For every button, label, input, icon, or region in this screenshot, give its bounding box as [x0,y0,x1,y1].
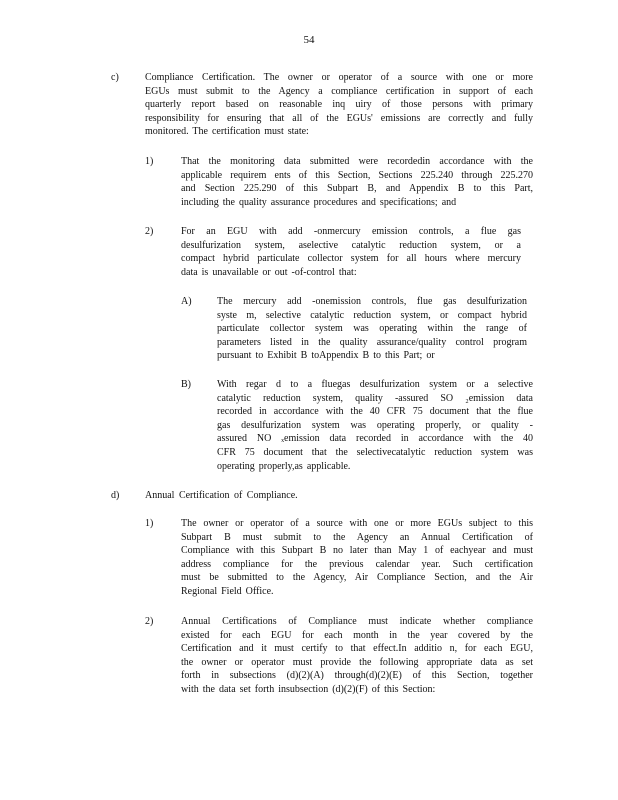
paragraph-line: with the data set forth insubsection (d)(2)(F) of this Section: [181,683,436,695]
paragraph-line: particulate collector system was operating within the range of [217,323,527,335]
subitem-B-marker: B) [181,379,191,390]
paragraph-line: must be submitted to the Agency, Air Compliance Section, and the Air [181,572,533,584]
paragraph-line: For an EGU with add -onmercury emission controls, a flue gas [181,226,521,237]
paragraph-line: applicable requirem ents of this Section, Sections 225.240 through 225.270 [181,169,533,181]
paragraph-line: That the monitoring data submitted were recordedin accordance with the [181,156,533,167]
item-c1-marker: 1) [145,156,154,167]
paragraph-line: Compliance with this Subpart B no later than May 1 of eachyear and must [181,545,533,557]
paragraph-line: data is unavailable or out -of-control that: [181,266,357,278]
paragraph-line: parameters listed in the quality assurance/quality control program [217,336,527,348]
paragraph-line: including the quality assurance procedures and specifications; and [181,196,457,208]
item-d1-paragraph [181,517,533,599]
paragraph-line: assured NO ₓemission data recorded in accordance with the 40 [217,433,533,445]
subitem-A-paragraph [217,295,527,363]
paragraph-line: pursuant to Exhibit B toAppendix B to this Part; or [217,350,435,362]
item-c2-paragraph [181,225,521,279]
page-number: 54 [303,34,315,46]
item-d2-marker: 2) [145,616,154,627]
paragraph-line: and Section 225.290 of this Subpart B, and Appendix B to this Part, [181,183,533,195]
paragraph-line: responsibility for ensuring that all of the EGUs' emissions are correctly and fully [145,112,533,124]
section-d-marker: d) [111,490,120,501]
paragraph-line: The mercury add -onemission controls, flue gas desulfurization [217,296,527,307]
paragraph-line: recorded in accordance with the 40 CFR 75 document that the flue [217,406,533,418]
item-d1-marker: 1) [145,518,154,529]
paragraph-line: address compliance for the previous calendar year. Such certification [181,558,533,570]
paragraph-line: monitored. The certification must state: [145,126,309,138]
paragraph-line: existed for each EGU for each month in the year covered by the [181,629,533,641]
item-d2-paragraph [181,615,533,697]
paragraph-line: syste m, selective catalytic reduction system, or compact hybrid [217,309,527,321]
item-c1-paragraph [181,155,533,209]
paragraph-line: desulfurization system, aselective catalytic reduction system, or a [181,239,521,251]
subitem-A-marker: A) [181,296,192,307]
paragraph-line: With regar d to a fluegas desulfurization system or a selective [217,379,533,390]
paragraph-line: Certification and it must certify to that effect.In additio n, for each EGU, [181,643,533,655]
paragraph-line: operating properly,as applicable. [217,460,351,472]
section-d-heading: Annual Certification of Compliance. [145,490,298,501]
paragraph-line: The owner or operator of a source with one or more EGUs subject to this [181,518,533,529]
paragraph-line: gas desulfurization system was operating properly, or quality - [217,419,533,431]
paragraph-line: Regional Field Office. [181,585,274,597]
paragraph-line: CFR 75 document that the selectivecatalytic reduction system was [217,446,533,458]
paragraph-line: EGUs must submit to the Agency a compliance certification in support of each [145,85,533,97]
section-c-paragraph [145,71,533,139]
paragraph-line: compact hybrid particulate collector system for all hours where mercury [181,253,521,265]
subitem-B-paragraph [217,378,533,473]
paragraph-line: the owner or operator must provide the following appropriate data as set [181,656,533,668]
item-c2-marker: 2) [145,226,154,237]
paragraph-line: forth in subsections (d)(2)(A) through(d)(2)(E) of this Section, together [181,670,533,682]
paragraph-line: catalytic reduction system, quality -assured SO ₂emission data [217,392,533,404]
paragraph-line: Compliance Certification. The owner or operator of a source with one or more [145,72,533,83]
paragraph-line: quarterly report based on reasonable inq uiry of those persons with primary [145,99,533,111]
paragraph-line: Annual Certifications of Compliance must indicate whether compliance [181,616,533,627]
section-c-marker: c) [111,72,119,83]
paragraph-line: Subpart B must submit to the Agency an Annual Certification of [181,531,533,543]
